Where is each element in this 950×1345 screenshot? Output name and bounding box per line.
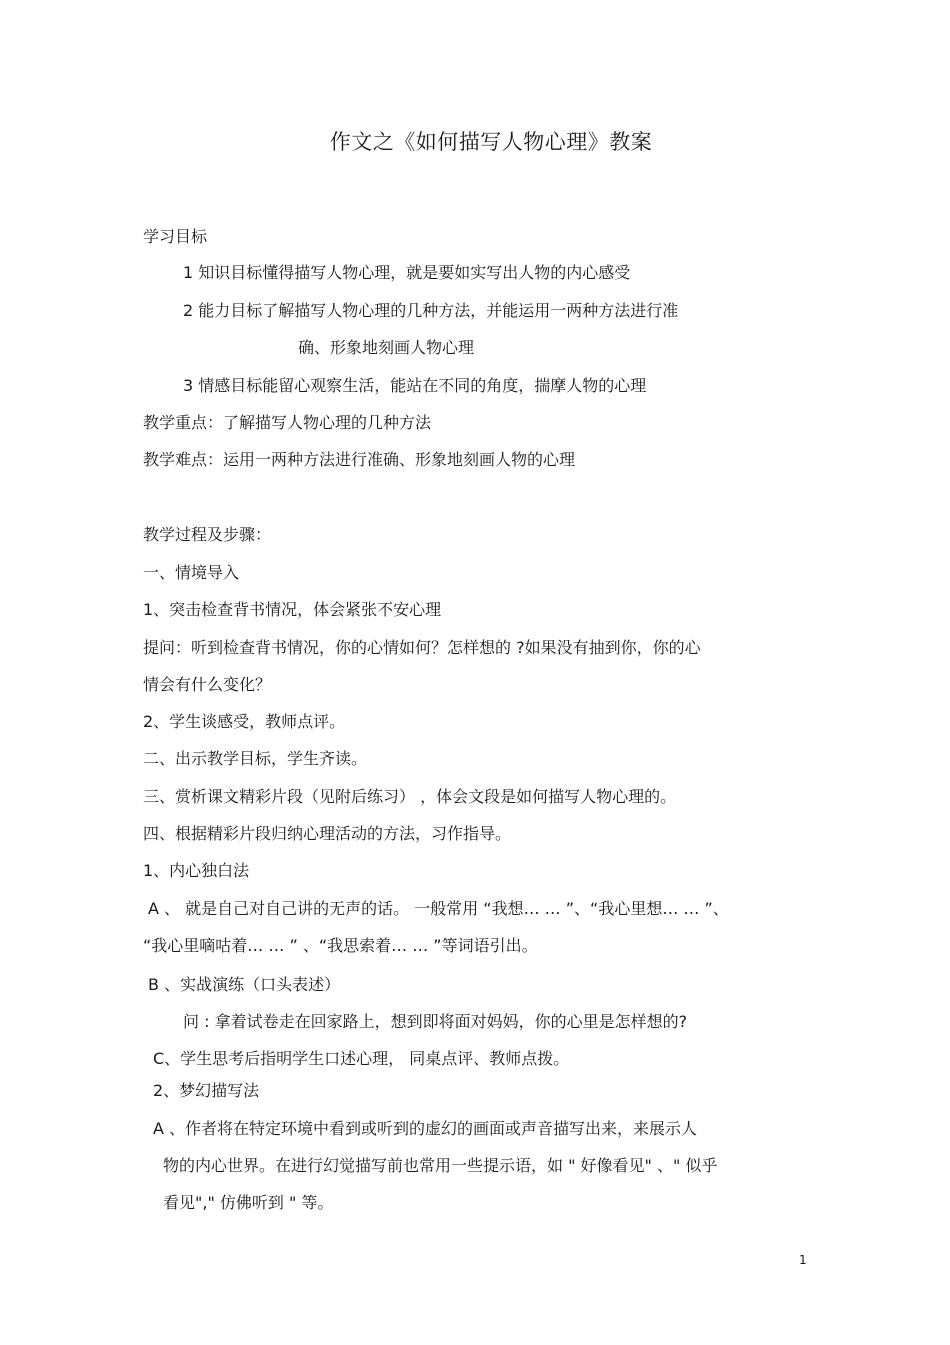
practice-question: 问 : 拿着试卷走在回家路上，想到即将面对妈妈，你的心里是怎样想的? [183, 1012, 688, 1031]
question-text-continued: 情会有什么变化？ [143, 675, 272, 694]
step-two-heading: 二、出示教学目标，学生齐读。 [143, 749, 368, 768]
step-four-heading: 四、根据精彩片段归纳心理活动的方法，习作指导。 [143, 824, 512, 843]
document-title: 作文之《如何描写人物心理》教案 [329, 130, 653, 154]
step-three-heading: 三、赏析课文精彩片段（见附后练习） ，体会文段是如何描写人物心理的。 [143, 787, 677, 806]
page-number: 1 [799, 1253, 807, 1267]
method-two-item-a-end: 看见"," 仿佛听到 " 等。 [163, 1193, 334, 1212]
teaching-focus: 教学重点：了解描写人物心理的几种方法 [143, 413, 432, 432]
method-one-item-c: C、学生思考后指明学生口述心理， 同桌点评、教师点拨。 [153, 1049, 570, 1068]
method-two-heading: 2、梦幻描写法 [153, 1081, 260, 1100]
objective-ability: 2 能力目标了解描写人物心理的几种方法，并能运用一两种方法进行准 [183, 301, 679, 320]
objective-ability-continued: 确、形象地刻画人物心理 [298, 338, 475, 357]
method-one-heading: 1、内心独白法 [143, 861, 250, 880]
method-two-item-a-continued: 物的内心世界。在进行幻觉描写前也常用一些提示语，如 " 好像看见" 、" 似乎 [163, 1156, 718, 1175]
step-one-item-1: 1、突击检查背书情况，体会紧张不安心理 [143, 600, 442, 619]
method-one-item-a: A 、 就是自己对自己讲的无声的话。 一般常用 “我想… … ”、“我心里想… … ”、 [148, 899, 729, 918]
method-one-item-a-continued: “我心里嘀咕着… … ” 、“我思索着… … ”等词语引出。 [143, 936, 538, 955]
teaching-difficulty: 教学难点：运用一两种方法进行准确、形象地刻画人物的心理 [143, 450, 576, 469]
section-heading-objectives: 学习目标 [143, 227, 208, 246]
step-one-item-2: 2、学生谈感受，教师点评。 [143, 712, 346, 731]
section-heading-process: 教学过程及步骤： [143, 525, 272, 544]
method-one-item-b: B 、实战演练（口头表述） [148, 975, 341, 994]
step-one-heading: 一、情境导入 [143, 563, 240, 582]
objective-knowledge: 1 知识目标懂得描写人物心理，就是要如实写出人物的内心感受 [183, 263, 631, 282]
objective-emotion: 3 情感目标能留心观察生活，能站在不同的角度，揣摩人物的心理 [183, 376, 647, 395]
question-text: 提问：听到检查背书情况，你的心情如何？怎样想的 ?如果没有抽到你，你的心 [143, 638, 701, 657]
method-two-item-a: A 、作者将在特定环境中看到或听到的虚幻的画面或声音描写出来，来展示人 [153, 1119, 698, 1138]
